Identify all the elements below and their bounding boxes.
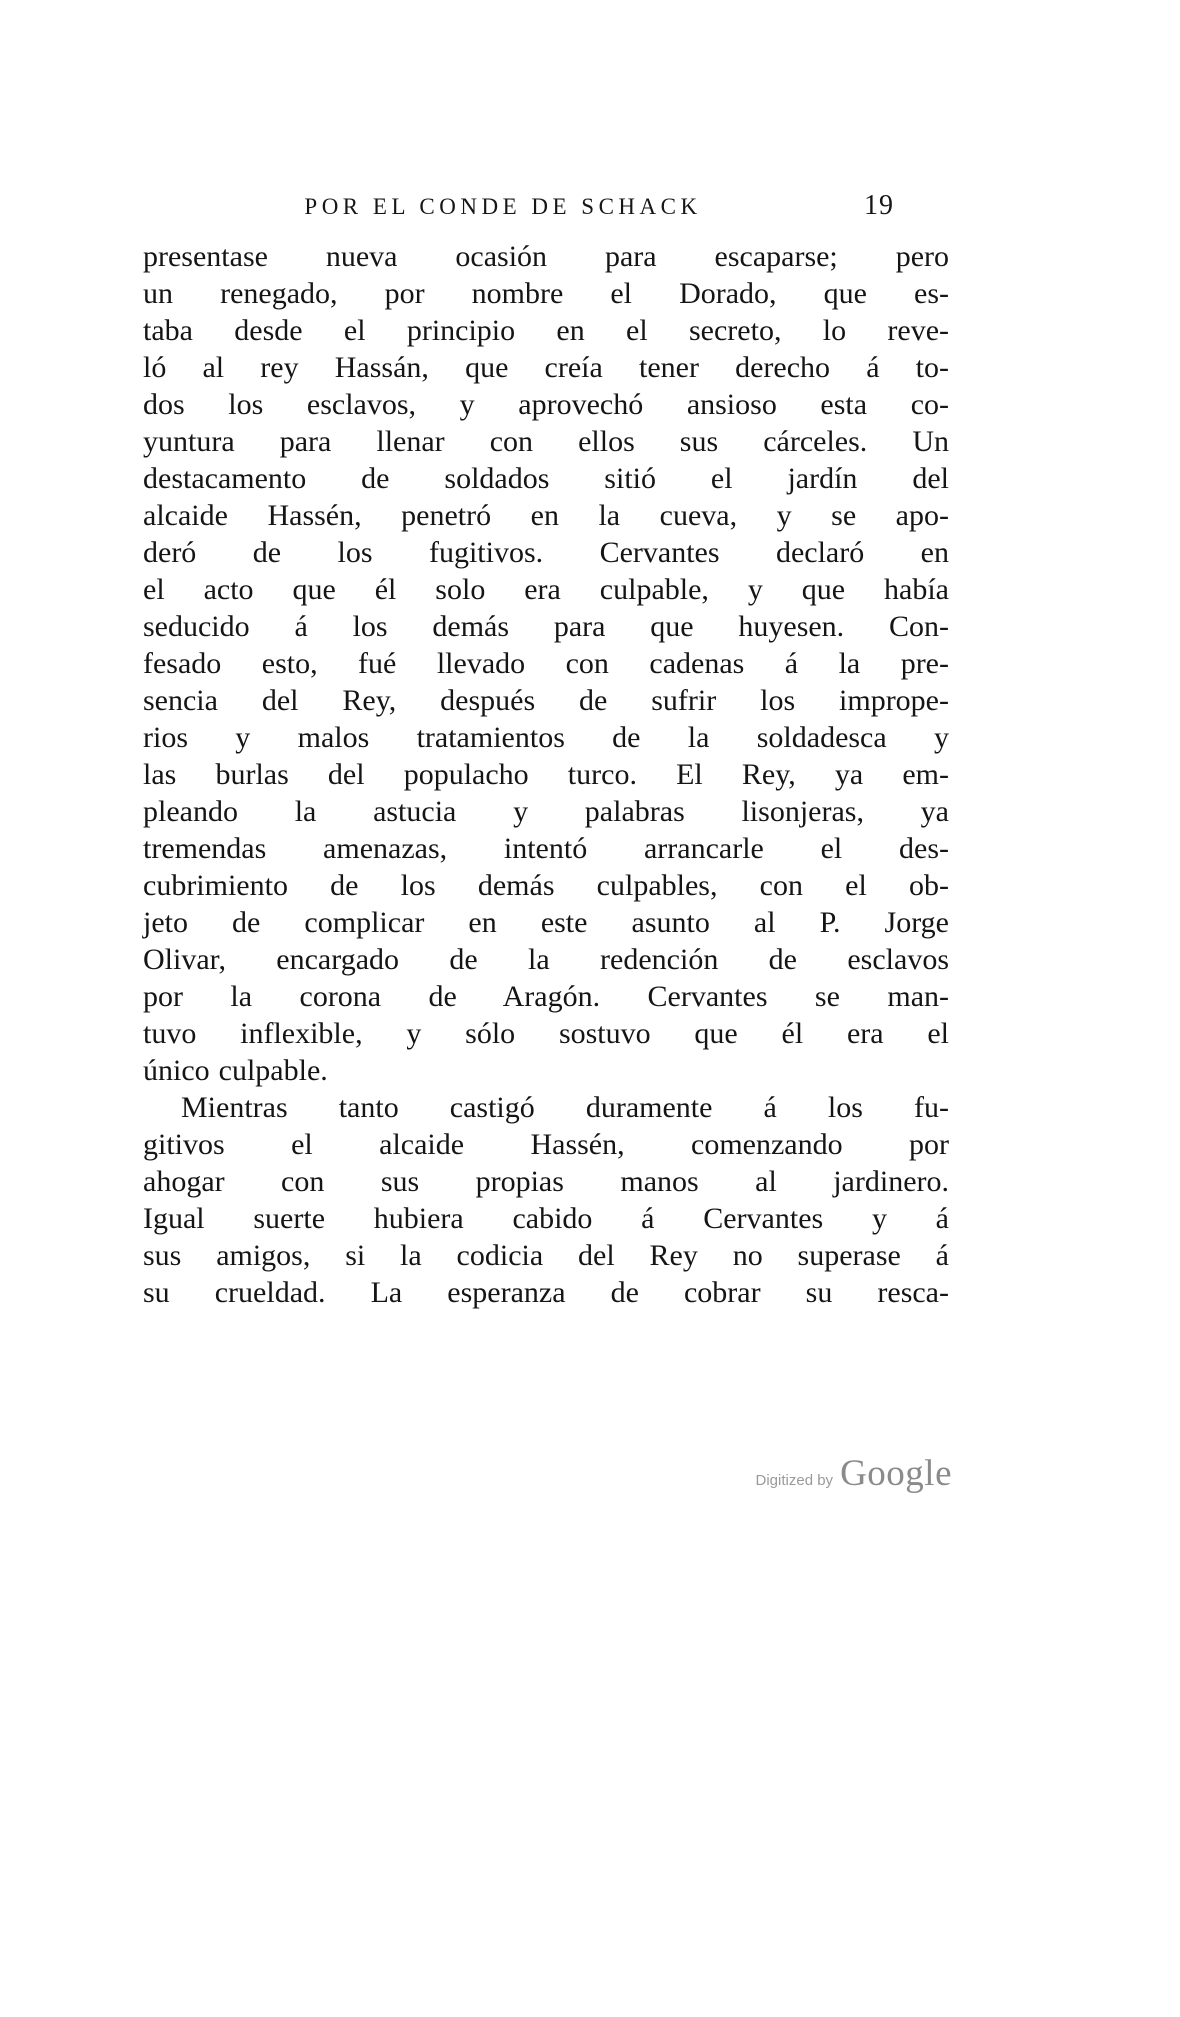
text-line: pleando la astucia y palabras lisonjeras, ya (143, 795, 949, 828)
text-line: un renegado, por nombre el Dorado, que es- (143, 277, 949, 310)
text-line: presentase nueva ocasión para escaparse; pero (143, 240, 949, 273)
text-line: sus amigos, si la codicia del Rey no superase á (143, 1239, 949, 1272)
text-line: destacamento de soldados sitió el jardín del (143, 462, 949, 495)
text-line: el acto que él solo era culpable, y que había (143, 573, 949, 606)
text-line: tuvo inflexible, y sólo sostuvo que él era el (143, 1017, 949, 1050)
text-line: fesado esto, fué llevado con cadenas á la pre- (143, 647, 949, 680)
text-line: taba desde el principio en el secreto, lo reve- (143, 314, 949, 347)
text-line: deró de los fugitivos. Cervantes declaró en (143, 536, 949, 569)
text-line: yuntura para llenar con ellos sus cárceles. Un (143, 425, 949, 458)
text-line: gitivos el alcaide Hassén, comenzando por (143, 1128, 949, 1161)
text-line: único culpable. (143, 1054, 328, 1087)
digitized-watermark (756, 1452, 952, 1495)
text-line: cubrimiento de los demás culpables, con el ob- (143, 869, 949, 902)
text-line: las burlas del populacho turco. El Rey, ya em- (143, 758, 949, 791)
text-line: alcaide Hassén, penetró en la cueva, y se apo- (143, 499, 949, 532)
text-line: jeto de complicar en este asunto al P. Jorge (143, 906, 949, 939)
running-title: POR EL CONDE DE SCHACK (304, 194, 702, 219)
body-text (143, 238, 949, 1311)
text-line: ahogar con sus propias manos al jardinero. (143, 1165, 949, 1198)
text-line: sencia del Rey, después de sufrir los imprope- (143, 684, 949, 717)
text-line: su crueldad. La esperanza de cobrar su resca- (143, 1276, 949, 1309)
page-number: 19 (864, 190, 894, 221)
page-header (143, 190, 949, 226)
text-line: Olivar, encargado de la redención de esclavos (143, 943, 949, 976)
text-line: seducido á los demás para que huyesen. Con- (143, 610, 949, 643)
text-line: tremendas amenazas, intentó arrancarle el des- (143, 832, 949, 865)
text-line: rios y malos tratamientos de la soldadesca y (143, 721, 949, 754)
digitized-by-label: Digitized by (755, 1472, 834, 1489)
text-line: por la corona de Aragón. Cervantes se man- (143, 980, 949, 1013)
text-line: ló al rey Hassán, que creía tener derecho á to- (143, 351, 949, 384)
google-logo: Google (840, 1453, 952, 1494)
text-line: dos los esclavos, y aprovechó ansioso esta co- (143, 388, 949, 421)
text-line: Mientras tanto castigó duramente á los fu- (181, 1091, 949, 1124)
text-line: Igual suerte hubiera cabido á Cervantes y á (143, 1202, 949, 1235)
